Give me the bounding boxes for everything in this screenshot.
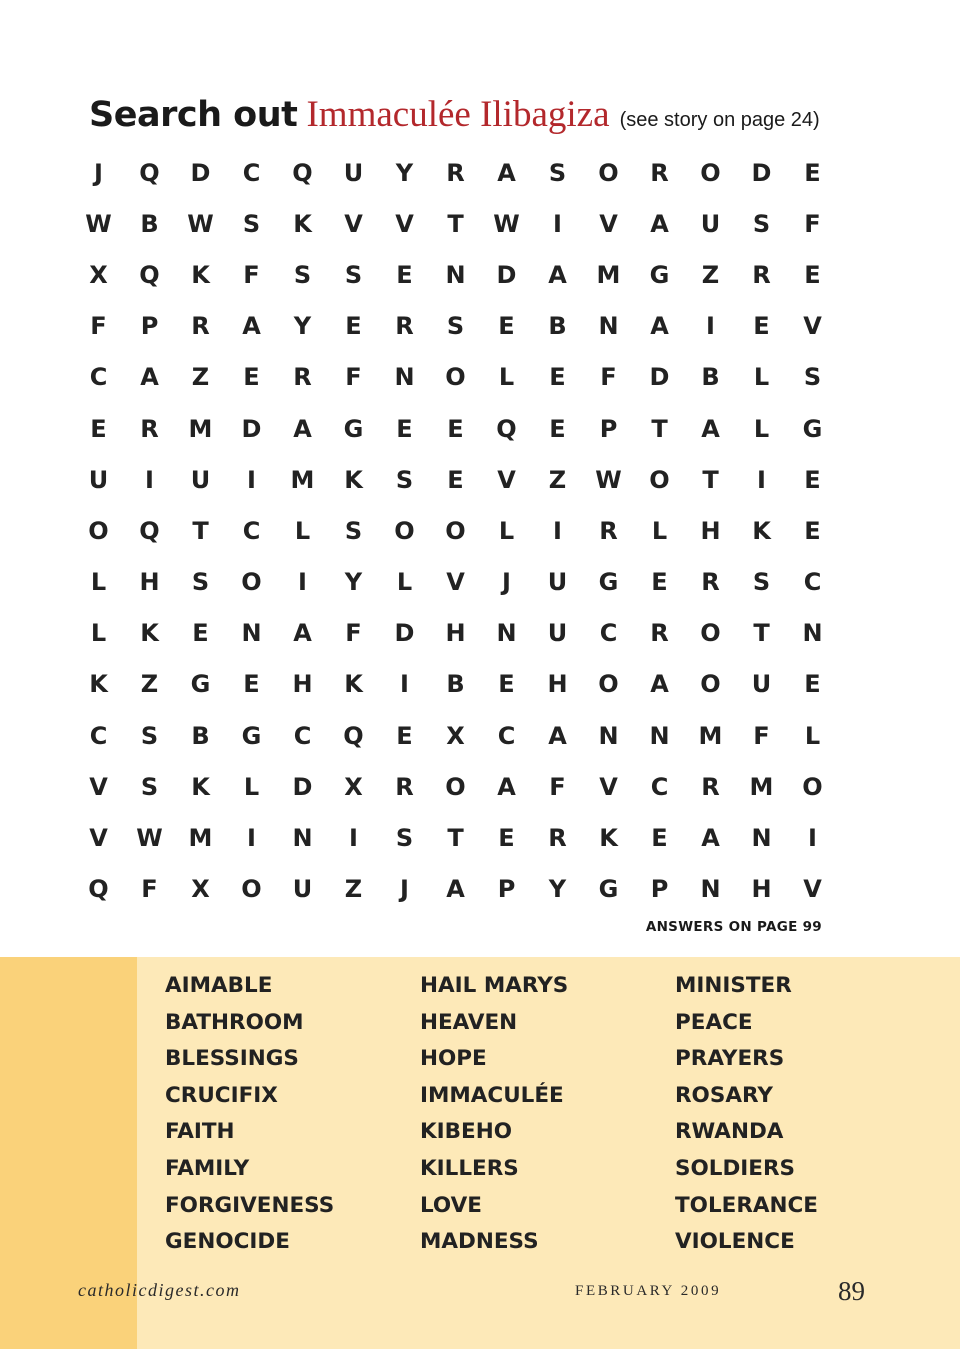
grid-letter: I bbox=[553, 516, 562, 545]
grid-letter: H bbox=[445, 619, 466, 648]
grid-letter: O bbox=[241, 568, 262, 597]
grid-letter: F bbox=[345, 363, 362, 392]
grid-letter: S bbox=[752, 568, 771, 597]
grid-letter: A bbox=[650, 670, 669, 699]
grid-letter: U bbox=[88, 465, 109, 494]
grid-letter: R bbox=[752, 260, 771, 289]
grid-letter: T bbox=[702, 465, 719, 494]
word-list-item: IMMACULÉE bbox=[420, 1082, 564, 1108]
grid-letter: Q bbox=[292, 158, 313, 187]
word-list-item: PEACE bbox=[675, 1009, 753, 1035]
grid-letter: E bbox=[396, 721, 413, 750]
grid-letter: Y bbox=[344, 568, 363, 597]
grid-letter: I bbox=[400, 670, 409, 699]
grid-letter: M bbox=[188, 414, 213, 443]
grid-letter: S bbox=[548, 158, 567, 187]
grid-letter: B bbox=[191, 721, 210, 750]
grid-letter: U bbox=[547, 619, 568, 648]
grid-letter: E bbox=[243, 670, 260, 699]
grid-letter: V bbox=[803, 312, 822, 341]
grid-row bbox=[73, 454, 838, 505]
grid-row bbox=[73, 403, 838, 454]
grid-letter: C bbox=[497, 721, 516, 750]
grid-letter: G bbox=[241, 721, 262, 750]
word-list-item: FAMILY bbox=[165, 1155, 250, 1181]
word-list-item: GENOCIDE bbox=[165, 1229, 290, 1255]
grid-letter: H bbox=[547, 670, 568, 699]
title-note: (see story on page 24) bbox=[619, 109, 820, 131]
word-list-item: LOVE bbox=[420, 1192, 482, 1218]
grid-letter: K bbox=[344, 465, 363, 494]
grid-letter: D bbox=[241, 414, 262, 443]
grid-letter: O bbox=[700, 158, 721, 187]
grid-letter: O bbox=[700, 670, 721, 699]
grid-letter: G bbox=[190, 670, 211, 699]
grid-letter: O bbox=[394, 516, 415, 545]
grid-letter: G bbox=[649, 260, 670, 289]
grid-letter: L bbox=[90, 619, 107, 648]
word-list-item: TOLERANCE bbox=[675, 1192, 818, 1218]
grid-row bbox=[73, 812, 838, 863]
grid-letter: E bbox=[243, 363, 260, 392]
title-lead: Search out bbox=[89, 95, 298, 135]
grid-letter: T bbox=[447, 209, 464, 238]
grid-letter: H bbox=[139, 568, 160, 597]
grid-letter: S bbox=[140, 721, 159, 750]
grid-letter: H bbox=[292, 670, 313, 699]
grid-letter: P bbox=[497, 875, 516, 904]
grid-letter: Z bbox=[191, 363, 210, 392]
grid-letter: E bbox=[651, 824, 668, 853]
grid-letter: Z bbox=[140, 670, 159, 699]
grid-letter: E bbox=[498, 824, 515, 853]
grid-letter: W bbox=[595, 465, 622, 494]
grid-row bbox=[73, 198, 838, 249]
grid-letter: W bbox=[187, 209, 214, 238]
grid-letter: F bbox=[345, 619, 362, 648]
grid-letter: B bbox=[446, 670, 465, 699]
grid-letter: S bbox=[395, 824, 414, 853]
grid-letter: F bbox=[141, 875, 158, 904]
grid-letter: N bbox=[496, 619, 517, 648]
grid-letter: S bbox=[191, 568, 210, 597]
grid-letter: I bbox=[349, 824, 358, 853]
grid-letter: O bbox=[445, 516, 466, 545]
grid-letter: E bbox=[651, 568, 668, 597]
grid-letter: S bbox=[140, 772, 159, 801]
grid-row bbox=[73, 761, 838, 812]
grid-letter: N bbox=[394, 363, 415, 392]
grid-row bbox=[73, 659, 838, 710]
word-list-item: VIOLENCE bbox=[675, 1229, 795, 1255]
grid-letter: A bbox=[701, 414, 720, 443]
footer-date: FEBRUARY 2009 bbox=[575, 1283, 722, 1299]
grid-letter: R bbox=[650, 158, 669, 187]
grid-letter: Y bbox=[548, 875, 567, 904]
grid-letter: V bbox=[344, 209, 363, 238]
grid-letter: R bbox=[293, 363, 312, 392]
grid-letter: S bbox=[803, 363, 822, 392]
answers-note: ANSWERS ON PAGE 99 bbox=[645, 919, 822, 935]
grid-letter: Q bbox=[139, 516, 160, 545]
word-list-item: HOPE bbox=[420, 1046, 487, 1072]
word-list-item: RWANDA bbox=[675, 1119, 784, 1145]
grid-letter: F bbox=[804, 209, 821, 238]
word-list-item: FORGIVENESS bbox=[165, 1192, 335, 1218]
word-list-item: PRAYERS bbox=[675, 1046, 785, 1072]
grid-letter: U bbox=[700, 209, 721, 238]
grid-letter: O bbox=[241, 875, 262, 904]
grid-letter: W bbox=[136, 824, 163, 853]
grid-letter: M bbox=[749, 772, 774, 801]
grid-letter: L bbox=[753, 414, 770, 443]
grid-letter: V bbox=[89, 772, 108, 801]
grid-letter: M bbox=[596, 260, 621, 289]
grid-letter: D bbox=[496, 260, 517, 289]
grid-letter: C bbox=[599, 619, 618, 648]
grid-letter: Q bbox=[88, 875, 109, 904]
grid-letter: M bbox=[290, 465, 315, 494]
grid-letter: A bbox=[497, 158, 516, 187]
grid-letter: F bbox=[90, 312, 107, 341]
grid-letter: O bbox=[700, 619, 721, 648]
grid-letter: J bbox=[94, 158, 103, 187]
word-list-column-2 bbox=[420, 972, 568, 1265]
grid-letter: Y bbox=[395, 158, 414, 187]
grid-letter: K bbox=[293, 209, 312, 238]
grid-letter: U bbox=[547, 568, 568, 597]
grid-letter: E bbox=[447, 414, 464, 443]
grid-letter: Q bbox=[496, 414, 517, 443]
grid-letter: D bbox=[649, 363, 670, 392]
grid-letter: C bbox=[293, 721, 312, 750]
grid-letter: K bbox=[191, 260, 210, 289]
grid-letter: E bbox=[498, 312, 515, 341]
grid-letter: W bbox=[493, 209, 520, 238]
grid-letter: S bbox=[446, 312, 465, 341]
grid-letter: N bbox=[802, 619, 823, 648]
grid-letter: K bbox=[752, 516, 771, 545]
grid-letter: I bbox=[298, 568, 307, 597]
grid-letter: D bbox=[394, 619, 415, 648]
grid-row bbox=[73, 352, 838, 403]
word-list-item: KILLERS bbox=[420, 1155, 519, 1181]
grid-letter: Q bbox=[343, 721, 364, 750]
grid-letter: A bbox=[446, 875, 465, 904]
grid-letter: L bbox=[396, 568, 413, 597]
grid-letter: I bbox=[706, 312, 715, 341]
grid-letter: R bbox=[191, 312, 210, 341]
grid-letter: V bbox=[446, 568, 465, 597]
grid-letter: X bbox=[446, 721, 465, 750]
grid-letter: E bbox=[753, 312, 770, 341]
word-search-grid bbox=[73, 147, 838, 915]
grid-letter: R bbox=[446, 158, 465, 187]
grid-row bbox=[73, 147, 838, 198]
word-list-item: BATHROOM bbox=[165, 1009, 304, 1035]
grid-letter: V bbox=[599, 772, 618, 801]
grid-letter: S bbox=[293, 260, 312, 289]
grid-letter: U bbox=[343, 158, 364, 187]
grid-letter: S bbox=[242, 209, 261, 238]
grid-letter: L bbox=[804, 721, 821, 750]
grid-letter: O bbox=[88, 516, 109, 545]
grid-letter: O bbox=[598, 670, 619, 699]
grid-letter: V bbox=[395, 209, 414, 238]
word-list-item: AIMABLE bbox=[165, 973, 273, 998]
grid-letter: D bbox=[751, 158, 772, 187]
grid-letter: R bbox=[548, 824, 567, 853]
grid-row bbox=[73, 864, 838, 915]
grid-letter: N bbox=[598, 312, 619, 341]
grid-letter: F bbox=[243, 260, 260, 289]
grid-letter: N bbox=[649, 721, 670, 750]
grid-letter: F bbox=[753, 721, 770, 750]
grid-letter: E bbox=[345, 312, 362, 341]
grid-row bbox=[73, 505, 838, 556]
grid-letter: G bbox=[598, 875, 619, 904]
grid-letter: O bbox=[598, 158, 619, 187]
title-name: Immaculée Ilibagiza bbox=[306, 94, 610, 135]
grid-row bbox=[73, 608, 838, 659]
grid-letter: Q bbox=[139, 158, 160, 187]
grid-letter: X bbox=[191, 875, 210, 904]
grid-letter: L bbox=[243, 772, 260, 801]
grid-letter: E bbox=[804, 158, 821, 187]
grid-letter: Y bbox=[293, 312, 312, 341]
grid-letter: N bbox=[445, 260, 466, 289]
grid-letter: N bbox=[292, 824, 313, 853]
page-number: 89 bbox=[838, 1276, 865, 1306]
page-title bbox=[89, 96, 820, 133]
grid-letter: A bbox=[548, 260, 567, 289]
grid-letter: C bbox=[242, 158, 261, 187]
grid-letter: I bbox=[247, 465, 256, 494]
word-list-column-1 bbox=[165, 972, 334, 1265]
grid-letter: I bbox=[757, 465, 766, 494]
grid-letter: V bbox=[497, 465, 516, 494]
grid-letter: R bbox=[599, 516, 618, 545]
grid-letter: M bbox=[188, 824, 213, 853]
grid-letter: E bbox=[192, 619, 209, 648]
grid-row bbox=[73, 249, 838, 300]
footer-site: catholicdigest.com bbox=[78, 1280, 241, 1300]
grid-letter: E bbox=[804, 465, 821, 494]
grid-letter: T bbox=[651, 414, 668, 443]
grid-letter: L bbox=[498, 516, 515, 545]
grid-letter: U bbox=[292, 875, 313, 904]
grid-letter: O bbox=[445, 772, 466, 801]
grid-letter: E bbox=[549, 363, 566, 392]
grid-letter: P bbox=[140, 312, 159, 341]
grid-letter: X bbox=[89, 260, 108, 289]
grid-letter: Z bbox=[548, 465, 567, 494]
grid-letter: H bbox=[700, 516, 721, 545]
grid-letter: C bbox=[89, 363, 108, 392]
grid-letter: T bbox=[192, 516, 209, 545]
word-list-item: SOLDIERS bbox=[675, 1155, 796, 1181]
word-list-item: MINISTER bbox=[675, 973, 792, 998]
grid-letter: N bbox=[751, 824, 772, 853]
grid-letter: R bbox=[395, 312, 414, 341]
grid-letter: B bbox=[701, 363, 720, 392]
word-list-item: MADNESS bbox=[420, 1229, 539, 1255]
grid-letter: K bbox=[599, 824, 618, 853]
grid-row bbox=[73, 301, 838, 352]
grid-letter: S bbox=[344, 516, 363, 545]
grid-letter: R bbox=[650, 619, 669, 648]
grid-letter: Z bbox=[701, 260, 720, 289]
grid-letter: R bbox=[701, 772, 720, 801]
word-list-item: BLESSINGS bbox=[165, 1046, 299, 1072]
grid-letter: C bbox=[650, 772, 669, 801]
grid-letter: S bbox=[752, 209, 771, 238]
word-list-column-3 bbox=[675, 972, 818, 1265]
grid-letter: A bbox=[650, 209, 669, 238]
word-list-item: CRUCIFIX bbox=[165, 1082, 278, 1108]
grid-letter: K bbox=[191, 772, 210, 801]
grid-letter: A bbox=[548, 721, 567, 750]
grid-letter: E bbox=[804, 260, 821, 289]
grid-letter: U bbox=[190, 465, 211, 494]
grid-letter: A bbox=[650, 312, 669, 341]
grid-letter: A bbox=[497, 772, 516, 801]
grid-letter: P bbox=[650, 875, 669, 904]
grid-letter: V bbox=[89, 824, 108, 853]
grid-letter: L bbox=[90, 568, 107, 597]
grid-letter: B bbox=[140, 209, 159, 238]
grid-letter: J bbox=[400, 875, 409, 904]
grid-letter: J bbox=[502, 568, 511, 597]
grid-row bbox=[73, 557, 838, 608]
word-list-item: HAIL MARYS bbox=[420, 973, 569, 998]
grid-letter: L bbox=[498, 363, 515, 392]
grid-letter: G bbox=[343, 414, 364, 443]
word-list-item: KIBEHO bbox=[420, 1119, 513, 1145]
grid-letter: K bbox=[89, 670, 108, 699]
grid-letter: L bbox=[294, 516, 311, 545]
grid-letter: A bbox=[701, 824, 720, 853]
grid-letter: K bbox=[140, 619, 159, 648]
grid-letter: K bbox=[344, 670, 363, 699]
grid-letter: O bbox=[649, 465, 670, 494]
grid-letter: M bbox=[698, 721, 723, 750]
grid-letter: E bbox=[549, 414, 566, 443]
grid-letter: F bbox=[549, 772, 566, 801]
grid-letter: U bbox=[751, 670, 772, 699]
grid-letter: R bbox=[140, 414, 159, 443]
grid-letter: O bbox=[445, 363, 466, 392]
grid-letter: A bbox=[140, 363, 159, 392]
grid-letter: L bbox=[651, 516, 668, 545]
word-list-item: HEAVEN bbox=[420, 1009, 518, 1035]
grid-letter: E bbox=[396, 260, 413, 289]
grid-letter: E bbox=[498, 670, 515, 699]
grid-letter: A bbox=[242, 312, 261, 341]
grid-letter: F bbox=[600, 363, 617, 392]
grid-letter: R bbox=[395, 772, 414, 801]
grid-letter: I bbox=[145, 465, 154, 494]
grid-letter: N bbox=[700, 875, 721, 904]
grid-letter: E bbox=[804, 670, 821, 699]
word-list-item: ROSARY bbox=[675, 1082, 773, 1108]
grid-letter: E bbox=[90, 414, 107, 443]
grid-letter: P bbox=[599, 414, 618, 443]
grid-letter: R bbox=[701, 568, 720, 597]
grid-letter: A bbox=[293, 414, 312, 443]
grid-letter: D bbox=[190, 158, 211, 187]
grid-row bbox=[73, 710, 838, 761]
grid-letter: A bbox=[293, 619, 312, 648]
grid-letter: I bbox=[247, 824, 256, 853]
grid-letter: V bbox=[803, 875, 822, 904]
grid-letter: C bbox=[89, 721, 108, 750]
grid-letter: N bbox=[598, 721, 619, 750]
grid-letter: X bbox=[344, 772, 363, 801]
grid-letter: E bbox=[447, 465, 464, 494]
grid-letter: G bbox=[598, 568, 619, 597]
grid-letter: T bbox=[753, 619, 770, 648]
grid-letter: I bbox=[553, 209, 562, 238]
grid-letter: E bbox=[396, 414, 413, 443]
grid-letter: L bbox=[753, 363, 770, 392]
grid-letter: I bbox=[808, 824, 817, 853]
grid-letter: N bbox=[241, 619, 262, 648]
word-list-item: FAITH bbox=[165, 1119, 235, 1145]
grid-letter: G bbox=[802, 414, 823, 443]
grid-letter: E bbox=[804, 516, 821, 545]
grid-letter: Z bbox=[344, 875, 363, 904]
grid-letter: C bbox=[803, 568, 822, 597]
grid-letter: W bbox=[85, 209, 112, 238]
grid-letter: S bbox=[344, 260, 363, 289]
grid-letter: S bbox=[395, 465, 414, 494]
grid-letter: V bbox=[599, 209, 618, 238]
grid-letter: T bbox=[447, 824, 464, 853]
grid-letter: B bbox=[548, 312, 567, 341]
grid-letter: H bbox=[751, 875, 772, 904]
grid-letter: O bbox=[802, 772, 823, 801]
grid-letter: D bbox=[292, 772, 313, 801]
grid-letter: Q bbox=[139, 260, 160, 289]
grid-letter: C bbox=[242, 516, 261, 545]
